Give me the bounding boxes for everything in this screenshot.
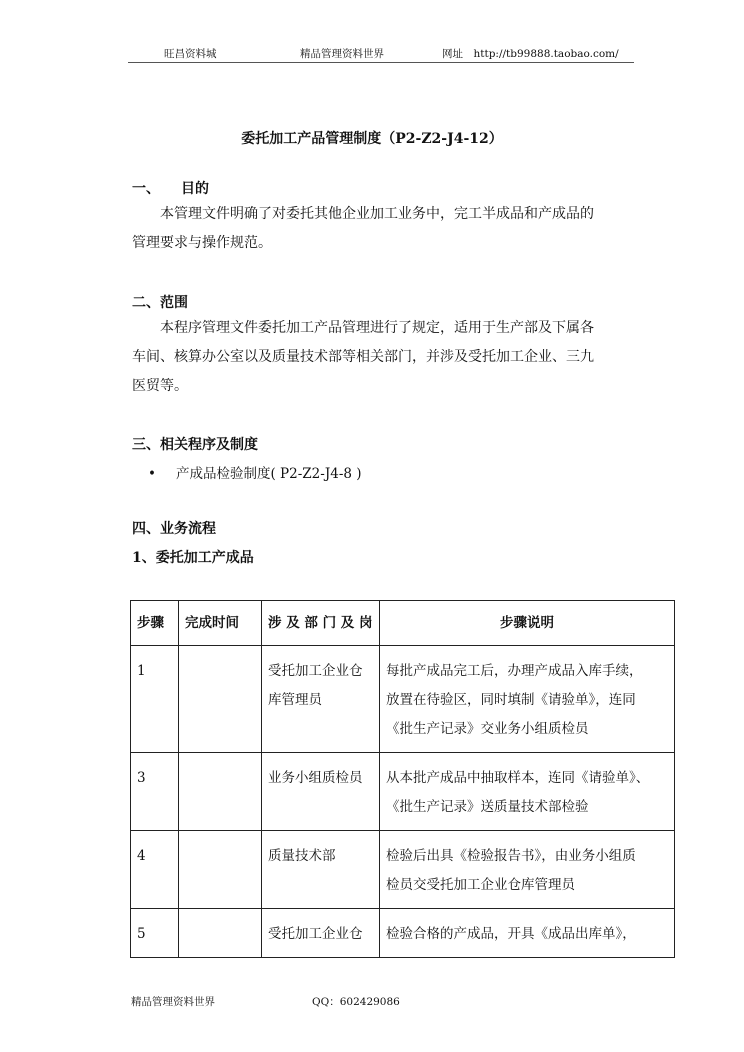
section-4-heading: 四、业务流程 — [132, 521, 216, 537]
description-cell — [380, 646, 675, 753]
header-middle-text: 精品管理资料世界 — [300, 48, 384, 60]
step-cell: 4 — [131, 831, 179, 909]
dept-line: 质量技术部 — [268, 848, 336, 864]
body-line: 本管理文件明确了对委托其他企业加工业务中，完工半成品和产成品的 — [160, 206, 594, 222]
section-1-body — [132, 200, 622, 258]
body-line: 管理要求与操作规范。 — [132, 235, 272, 251]
description-cell — [380, 753, 675, 831]
table-row — [131, 831, 675, 909]
column-header-step: 步骤 — [131, 601, 179, 646]
body-line: 本程序管理文件委托加工产品管理进行了规定，适用于生产部及下属各 — [160, 320, 594, 336]
column-header-description: 步骤说明 — [380, 601, 675, 646]
column-header-dept: 涉 及 部 门 及 岗 — [262, 601, 380, 646]
step-cell: 3 — [131, 753, 179, 831]
time-cell — [179, 831, 262, 909]
table-row — [131, 753, 675, 831]
time-cell — [179, 909, 262, 958]
dept-line: 库管理员 — [268, 692, 322, 708]
header-url-text: 网址 http://tb99888.taobao.com/ — [442, 48, 619, 60]
document-title: 委托加工产品管理制度（P2-Z2-J4-12） — [241, 131, 503, 147]
table-header-row — [131, 601, 675, 646]
dept-cell — [262, 909, 380, 958]
subsection-heading: 1、委托加工产成品 — [132, 550, 254, 566]
description-cell — [380, 831, 675, 909]
step-cell: 5 — [131, 909, 179, 958]
description-line: 检验后出具《检验报告书》，由业务小组质 — [386, 848, 636, 864]
process-table — [130, 600, 675, 958]
description-line: 放置在待验区，同时填制《请验单》，连同 — [386, 692, 636, 708]
description-line: 检验合格的产成品，开具《成品出库单》， — [386, 926, 636, 942]
description-line: 《批生产记录》交业务小组质检员 — [386, 721, 589, 737]
dept-line: 受托加工企业仓 — [268, 926, 363, 942]
dept-line: 受托加工企业仓 — [268, 663, 363, 679]
time-cell — [179, 753, 262, 831]
description-line: 《批生产记录》送质量技术部检验 — [386, 799, 589, 815]
bullet-icon: • — [148, 466, 156, 482]
section-3-heading: 三、相关程序及制度 — [132, 437, 258, 453]
dept-cell — [262, 753, 380, 831]
footer-left-text: 精品管理资料世界 — [131, 996, 215, 1008]
body-line: 车间、核算办公室以及质量技术部等相关部门，并涉及受托加工企业、三九 — [132, 349, 594, 365]
dept-line: 业务小组质检员 — [268, 770, 363, 786]
related-doc-text: 产成品检验制度( P2-Z2-J4-8 ) — [176, 466, 362, 482]
column-header-time: 完成时间 — [179, 601, 262, 646]
table-row — [131, 646, 675, 753]
footer-qq-text: QQ：602429086 — [312, 996, 400, 1008]
table-row — [131, 909, 675, 958]
body-line: 医贸等。 — [132, 378, 188, 394]
header-left-text: 旺昌资料城 — [164, 48, 217, 60]
dept-cell — [262, 831, 380, 909]
page-header — [128, 44, 634, 63]
description-line: 每批产成品完工后，办理产成品入库手续， — [386, 663, 643, 679]
time-cell — [179, 646, 262, 753]
section-2-body — [132, 314, 622, 401]
description-cell — [380, 909, 675, 958]
step-cell: 1 — [131, 646, 179, 753]
dept-cell — [262, 646, 380, 753]
section-1-heading: 一、 目的 — [132, 181, 209, 197]
description-line: 检员交受托加工企业仓库管理员 — [386, 877, 575, 893]
description-line: 从本批产成品中抽取样本，连同《请验单》、 — [386, 770, 650, 786]
section-2-heading: 二、范围 — [132, 295, 188, 311]
related-doc-item — [148, 462, 362, 482]
